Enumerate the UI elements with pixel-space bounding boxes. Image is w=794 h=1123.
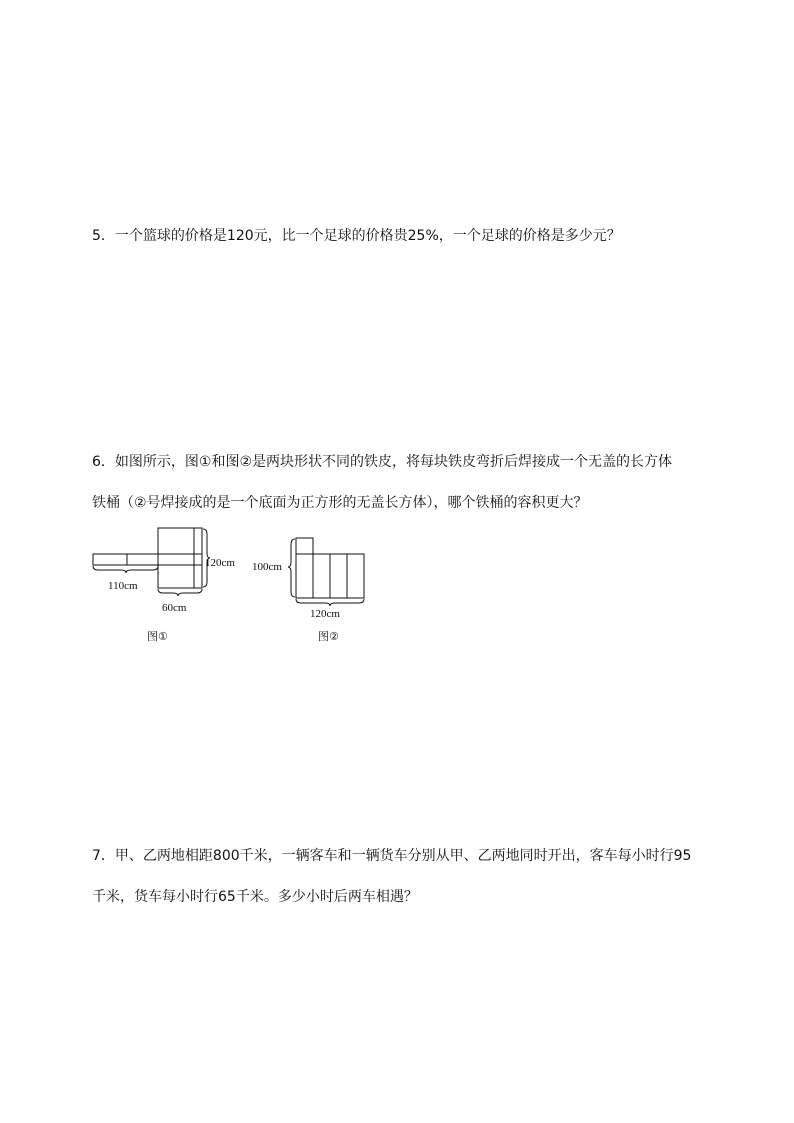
question-6-text-1: 6．如图所示，图①和图②是两块形状不同的铁皮，将每块铁皮弯折后焊接成一个无盖的长方体 [92, 454, 673, 470]
question-5 [92, 226, 621, 246]
figure-2-side-strip [296, 554, 364, 598]
figure-1-left-strip-outer [93, 554, 158, 565]
figure-1-left-panel [158, 528, 194, 588]
figure-1-width-label: 60cm [162, 602, 187, 614]
figure-2-width-label: 120cm [310, 608, 340, 620]
question-6-text-2: 铁桶（②号焊接成的是一个底面为正方形的无盖长方体），哪个铁桶的容积更大？ [92, 495, 588, 511]
figure-2-width-brace [296, 599, 364, 606]
figure-1 [93, 528, 210, 596]
question-7-line-2 [92, 887, 418, 907]
figure-1-height-label: 120cm [205, 557, 235, 569]
question-6-line-1 [92, 452, 672, 472]
figure-1-width-brace [158, 589, 202, 596]
figure-1-caption: 图① [147, 630, 168, 643]
figure-2-caption: 图② [318, 630, 339, 643]
figure-2-base-square [296, 538, 313, 554]
question-6-line-2 [92, 493, 588, 513]
figure-2-height-brace [288, 539, 295, 597]
figure-1-right-panel [194, 528, 202, 588]
question-7-line-1 [92, 846, 691, 866]
figure-2-height-label: 100cm [252, 561, 282, 573]
figure-1-height-brace [203, 529, 210, 587]
question-5-text: 5．一个篮球的价格是120元，比一个足球的价格贵25%，一个足球的价格是多少元？ [92, 228, 621, 244]
figure-1-length-label: 110cm [108, 580, 138, 592]
figure-2 [288, 538, 364, 606]
figure-1-length-brace [93, 566, 158, 573]
question-7-text-1: 7．甲、乙两地相距800千米，一辆客车和一辆货车分别从甲、乙两地同时开出，客车每小时行95 [92, 848, 692, 864]
question-7-text-2: 千米，货车每小时行65千米。多少小时后两车相遇？ [92, 889, 418, 905]
